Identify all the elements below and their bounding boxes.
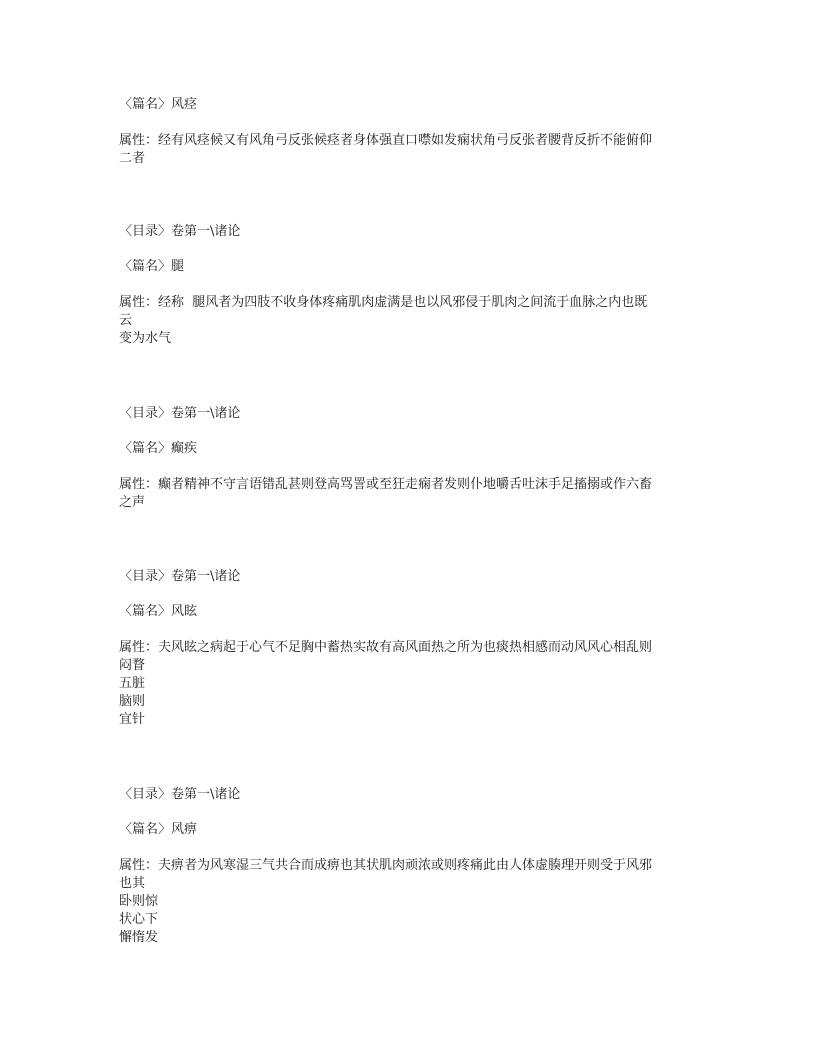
entry-directory: 〈目录〉卷第一\诸论 bbox=[119, 406, 241, 421]
entry-title: 〈篇名〉风痹 bbox=[119, 822, 198, 837]
attr-line: 云 bbox=[119, 313, 133, 328]
attr-line: 五脏 bbox=[119, 676, 146, 691]
attr-line: 懈惰发 bbox=[119, 930, 159, 945]
attr-line: 二者 bbox=[119, 151, 146, 166]
entry-3 bbox=[119, 568, 699, 729]
entry-0 bbox=[119, 96, 699, 168]
entry-directory: 〈目录〉卷第一\诸论 bbox=[119, 787, 241, 802]
entry-4 bbox=[119, 786, 699, 947]
entry-title: 〈篇名〉风眩 bbox=[119, 604, 198, 619]
entry-title: 〈篇名〉癫疾 bbox=[119, 441, 198, 456]
entry-attributes bbox=[119, 294, 699, 348]
attr-line: 属性：经称 腿风者为四肢不收身体疼痛肌肉虚满是也以风邪侵于肌肉之间流于血脉之内也既 bbox=[119, 295, 648, 310]
entry-2 bbox=[119, 405, 699, 512]
entry-directory: 〈目录〉卷第一\诸论 bbox=[119, 569, 241, 584]
entry-attributes bbox=[119, 857, 699, 947]
entry-attributes bbox=[119, 132, 699, 168]
attr-line: 属性：夫痹者为风寒湿三气共合而成痹也其状肌肉顽浓或则疼痛此由人体虚腠理开则受于风邪 bbox=[119, 858, 653, 873]
attr-line: 状心下 bbox=[119, 912, 159, 927]
entry-title: 〈篇名〉腿 bbox=[119, 259, 185, 274]
entry-directory: 〈目录〉卷第一\诸论 bbox=[119, 224, 241, 239]
attr-line: 脑则 bbox=[119, 694, 146, 709]
attr-line: 属性：夫风眩之病起于心气不足胸中蓄热实故有高风面热之所为也痰热相感而动风风心相乱则 bbox=[119, 640, 653, 655]
attr-line: 卧则惊 bbox=[119, 894, 159, 909]
attr-line: 属性：经有风痉候又有风角弓反张候痉者身体强直口噤如发痫状角弓反张者腰背反折不能俯仰 bbox=[119, 133, 653, 148]
attr-line: 闷瞀 bbox=[119, 658, 146, 673]
attr-line: 宜针 bbox=[119, 712, 146, 727]
entry-attributes bbox=[119, 639, 699, 729]
entry-attributes bbox=[119, 476, 699, 512]
entry-title: 〈篇名〉风痉 bbox=[119, 97, 198, 112]
attr-line: 属性：癫者精神不守言语错乱甚则登高骂詈或至狂走痫者发则仆地嚼舌吐沫手足搐搦或作六畜 bbox=[119, 477, 653, 492]
entry-1 bbox=[119, 223, 699, 348]
attr-line: 之声 bbox=[119, 495, 146, 510]
attr-line: 变为水气 bbox=[119, 331, 172, 346]
attr-line: 也其 bbox=[119, 876, 146, 891]
